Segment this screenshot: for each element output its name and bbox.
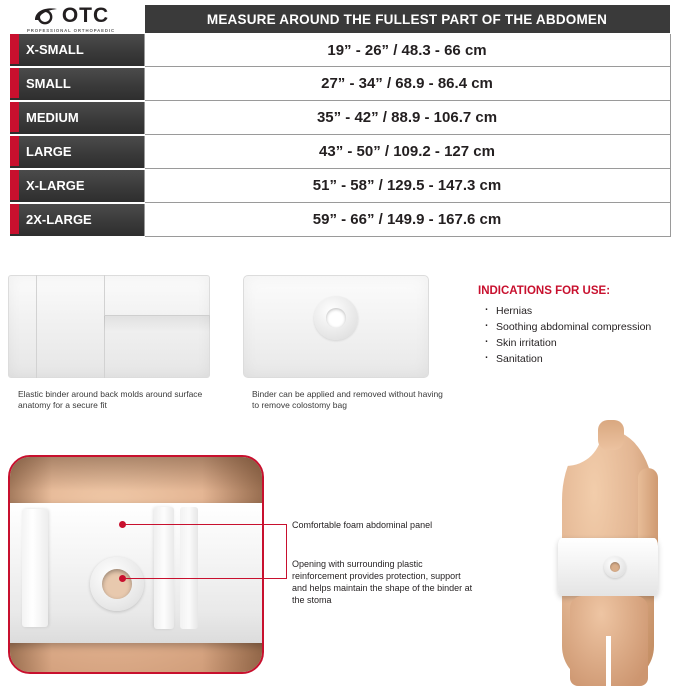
size-chart-table: [10, 4, 671, 238]
otc-swoosh-icon: [33, 6, 59, 25]
list-item: · Hernias: [478, 303, 678, 319]
product-image-flat-binder: [243, 275, 429, 378]
product-image-folded-binder: [8, 275, 210, 378]
size-label-x-large: X-LARGE: [10, 169, 144, 203]
list-item: · Soothing abdominal compression: [478, 319, 678, 335]
table-row: [10, 34, 670, 67]
brand-logo: [8, 4, 134, 34]
indications-section: [478, 285, 678, 367]
logo-text: OTC: [61, 4, 110, 27]
logo-mark-row: [33, 5, 109, 26]
callout-leader-vertical: [286, 524, 287, 579]
binder-closure-tab: [154, 507, 174, 629]
stoma-opening-ring-inner: [102, 569, 132, 599]
binder-closure-tab: [180, 507, 198, 629]
size-measure-small: 27” - 34” / 68.9 - 86.4 cm: [144, 67, 670, 101]
callout-leader-stoma-opening: [122, 578, 286, 579]
size-measure-x-large: 51” - 58” / 129.5 - 147.3 cm: [144, 169, 670, 203]
binder-seam: [36, 275, 37, 378]
caption-folded-binder: Elastic binder around back molds around surface anatomy for a secure fit: [18, 389, 203, 410]
table-row: [10, 203, 670, 237]
caption-flat-binder: Binder can be applied and removed without having to remove colostomy bag: [252, 389, 443, 410]
size-measure-2x-large: 59” - 66” / 149.9 - 167.6 cm: [144, 203, 670, 237]
product-image-worn-binder: [8, 455, 264, 674]
list-item: · Sanitation: [478, 351, 678, 367]
size-label-x-small: X-SMALL: [10, 34, 144, 67]
mannequin-worn-binder: [558, 538, 658, 596]
callout-text-foam-panel: Comfortable foam abdominal panel: [292, 520, 433, 530]
callout-leader-foam-panel: [122, 524, 286, 525]
stoma-opening-ring-inner: [610, 562, 620, 572]
size-label-medium: MEDIUM: [10, 101, 144, 135]
indications-list: [478, 303, 678, 367]
table-row: [10, 169, 670, 203]
table-row: [10, 135, 670, 169]
size-measure-medium: 35” - 42” / 88.9 - 106.7 cm: [144, 101, 670, 135]
binder-closure-tab: [22, 509, 48, 627]
table-row: [10, 67, 670, 101]
binder-fold-shadow: [104, 316, 210, 332]
size-measure-large: 43” - 50” / 109.2 - 127 cm: [144, 135, 670, 169]
list-item: · Skin irritation: [478, 335, 678, 351]
mannequin-leg-gap: [606, 636, 611, 686]
stoma-opening-ring-inner: [326, 308, 346, 328]
indications-title: INDICATIONS FOR USE:: [478, 285, 611, 297]
table-header-measure: MEASURE AROUND THE FULLEST PART OF THE ABDOMEN: [144, 5, 670, 34]
mannequin-neck: [598, 420, 624, 450]
callout-text-stoma-opening: Opening with surrounding plastic reinforcement provides protection, support and helps maintain the shape of the binder at the stoma: [292, 559, 473, 605]
size-measure-x-small: 19” - 26” / 48.3 - 66 cm: [144, 34, 670, 67]
product-image-mannequin: [540, 420, 679, 690]
size-label-large: LARGE: [10, 135, 144, 169]
size-label-2x-large: 2X-LARGE: [10, 203, 144, 237]
size-label-small: SMALL: [10, 67, 144, 101]
logo-tagline: PROFESSIONAL ORTHOPAEDIC: [26, 28, 116, 33]
table-row: [10, 101, 670, 135]
